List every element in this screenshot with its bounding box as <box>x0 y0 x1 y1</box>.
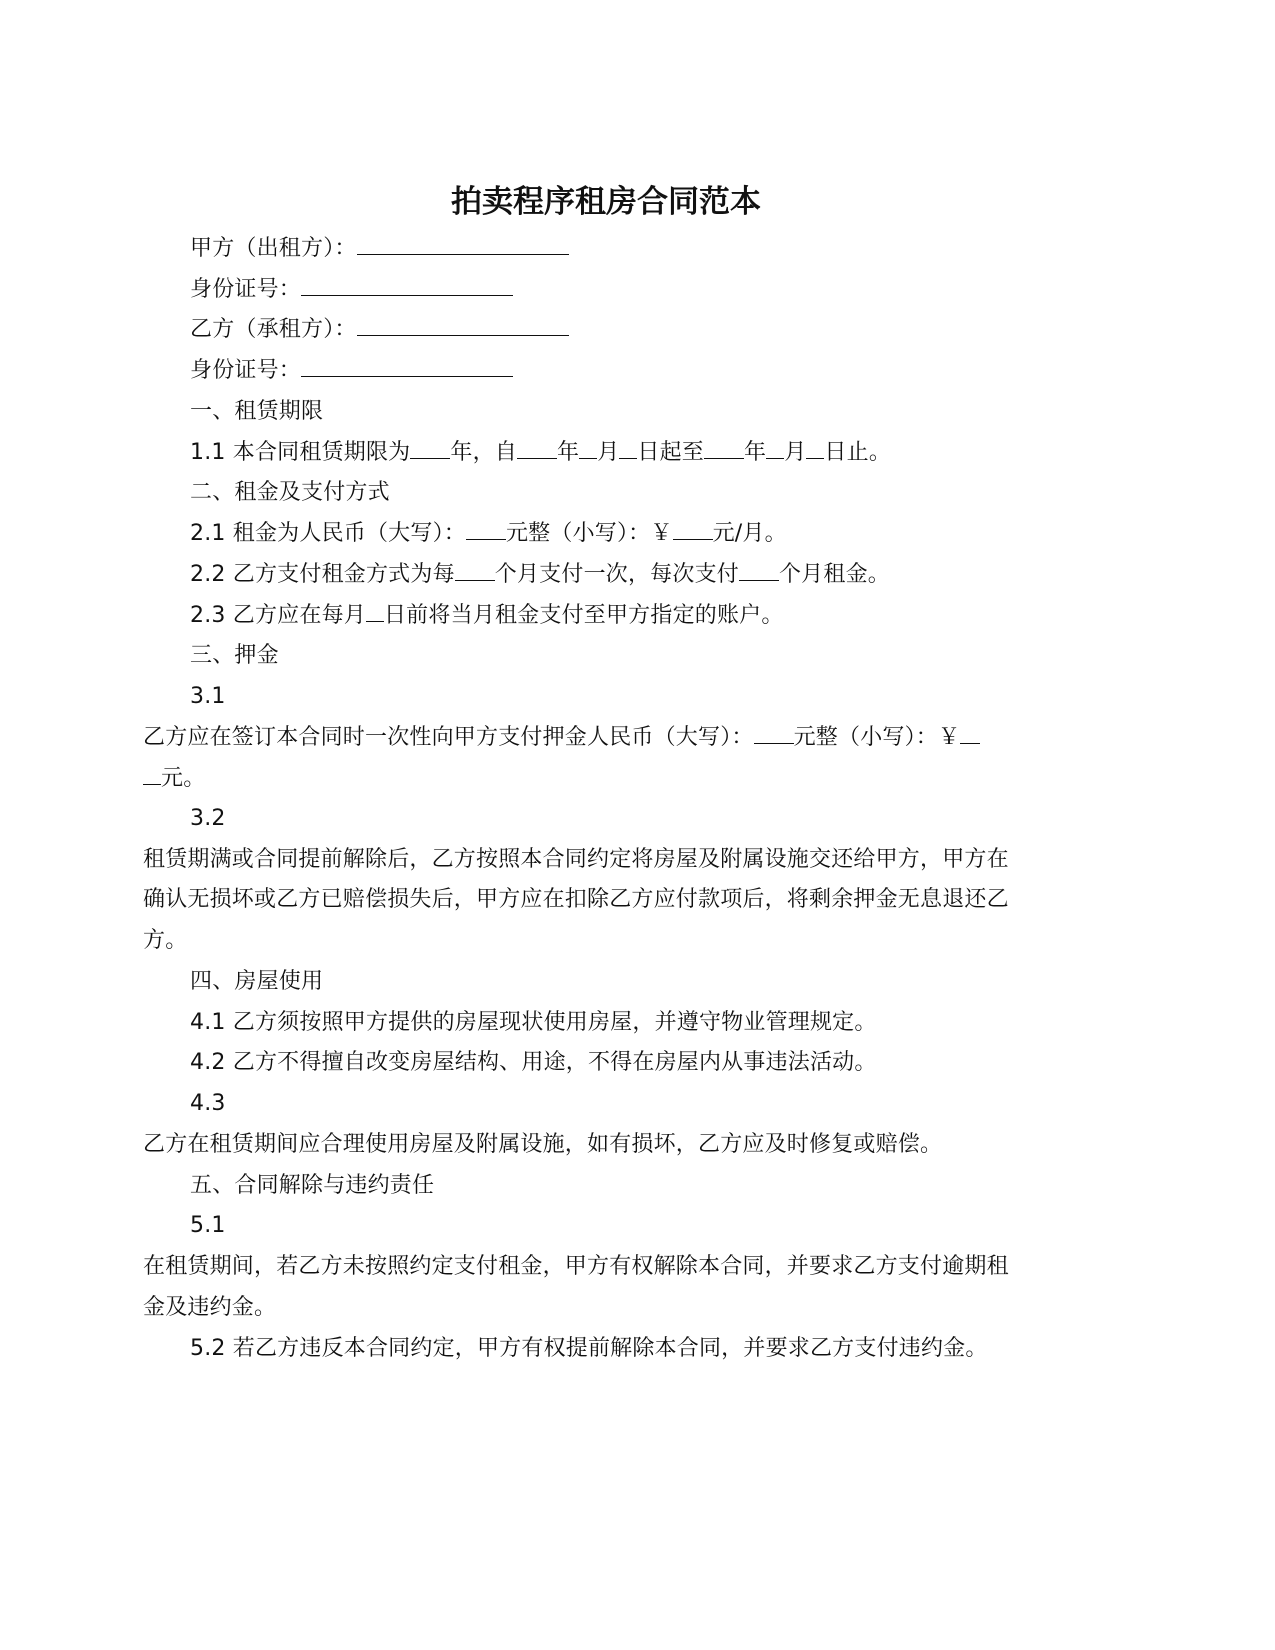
blank-pay-interval[interactable] <box>455 560 495 581</box>
clause-3-2-line: 方。 <box>143 928 188 953</box>
clause-5-2: 5.2 若乙方违反本合同约定，甲方有权提前解除本合同，并要求乙方支付违约金。 <box>190 1336 988 1361</box>
clause-3-1 <box>143 723 980 753</box>
section-4-heading: 四、房屋使用 <box>190 969 324 994</box>
blank-pay-day[interactable] <box>366 601 384 622</box>
blank-start-year[interactable] <box>517 438 557 459</box>
clause-3-1-number: 3.1 <box>190 684 226 709</box>
clause-text: 个月支付一次，每次支付 <box>494 562 739 587</box>
section-2-heading: 二、租金及支付方式 <box>190 480 390 505</box>
clause-text: 2.1 租金为人民币（大写）： <box>190 521 466 546</box>
clause-text: 月 <box>784 440 807 465</box>
blank-pay-months[interactable] <box>739 560 779 581</box>
blank-end-year[interactable] <box>704 438 744 459</box>
clause-text: 月 <box>597 440 620 465</box>
clause-5-1-line: 在租赁期间，若乙方未按照约定支付租金，甲方有权解除本合同，并要求乙方支付逾期租 <box>143 1254 1009 1279</box>
lessee-id-line <box>190 356 513 386</box>
lessee-id-label: 身份证号： <box>190 358 302 383</box>
clause-text: 个月租金。 <box>778 562 890 587</box>
clause-5-1-number: 5.1 <box>190 1213 226 1238</box>
blank-rent-figures[interactable] <box>673 519 713 540</box>
blank-deposit-words[interactable] <box>754 723 794 744</box>
blank-start-day[interactable] <box>619 438 637 459</box>
lessee-line <box>190 315 569 345</box>
document-title: 拍卖程序租房合同范本 <box>451 184 761 220</box>
lessee-blank[interactable] <box>357 315 569 336</box>
clause-3-2-line: 确认无损坏或乙方已赔偿损失后，甲方应在扣除乙方应付款项后，将剩余押金无息退还乙 <box>143 887 1009 912</box>
clause-2-1 <box>190 519 787 549</box>
blank-deposit-figures[interactable] <box>960 723 980 744</box>
section-5-heading: 五、合同解除与违约责任 <box>190 1173 435 1198</box>
clause-text: 日起至 <box>637 440 705 465</box>
blank-start-month[interactable] <box>579 438 597 459</box>
clause-3-2-line: 租赁期满或合同提前解除后，乙方按照本合同约定将房屋及附属设施交还给甲方，甲方在 <box>143 847 1009 872</box>
lessee-label: 乙方（承租方）： <box>190 317 357 342</box>
clause-text: 2.3 乙方应在每月 <box>190 603 366 628</box>
lessor-id-line <box>190 275 513 305</box>
clause-text: 元/月。 <box>712 521 787 546</box>
clause-2-2 <box>190 560 890 590</box>
clause-text: 日前将当月租金支付至甲方指定的账户。 <box>383 603 784 628</box>
lessee-id-blank[interactable] <box>301 356 513 377</box>
lessor-id-blank[interactable] <box>301 275 513 296</box>
lessor-blank[interactable] <box>357 234 569 255</box>
blank-years[interactable] <box>410 438 450 459</box>
blank-end-month[interactable] <box>766 438 784 459</box>
clause-4-3: 乙方在租赁期间应合理使用房屋及附属设施，如有损坏，乙方应及时修复或赔偿。 <box>143 1132 943 1157</box>
clause-4-1: 4.1 乙方须按照甲方提供的房屋现状使用房屋，并遵守物业管理规定。 <box>190 1010 877 1035</box>
clause-text: 年，自 <box>450 440 517 465</box>
clause-text: 2.2 乙方支付租金方式为每 <box>190 562 455 587</box>
clause-text: 元整（小写）：￥ <box>505 521 673 546</box>
clause-3-1-cont <box>143 764 205 794</box>
clause-1-1 <box>190 438 891 468</box>
clause-text: 乙方应在签订本合同时一次性向甲方支付押金人民币（大写）： <box>143 725 754 750</box>
clause-text: 1.1 本合同租赁期限为 <box>190 440 411 465</box>
section-1-heading: 一、租赁期限 <box>190 399 324 424</box>
lessor-line <box>190 234 569 264</box>
blank-end-day[interactable] <box>806 438 824 459</box>
blank-deposit-figures-cont[interactable] <box>143 764 161 785</box>
blank-rent-words[interactable] <box>466 519 506 540</box>
clause-4-2: 4.2 乙方不得擅自改变房屋结构、用途，不得在房屋内从事违法活动。 <box>190 1050 877 1075</box>
clause-3-2-number: 3.2 <box>190 806 226 831</box>
lessor-id-label: 身份证号： <box>190 277 302 302</box>
clause-2-3 <box>190 601 784 631</box>
clause-text: 元整（小写）：￥ <box>793 725 961 750</box>
clause-text: 年 <box>557 440 580 465</box>
clause-text: 年 <box>744 440 767 465</box>
section-3-heading: 三、押金 <box>190 643 279 668</box>
clause-text: 元。 <box>161 766 206 791</box>
clause-4-3-number: 4.3 <box>190 1091 226 1116</box>
lessor-label: 甲方（出租方）： <box>190 236 357 261</box>
clause-text: 日止。 <box>824 440 892 465</box>
clause-5-1-line: 金及违约金。 <box>143 1295 277 1320</box>
